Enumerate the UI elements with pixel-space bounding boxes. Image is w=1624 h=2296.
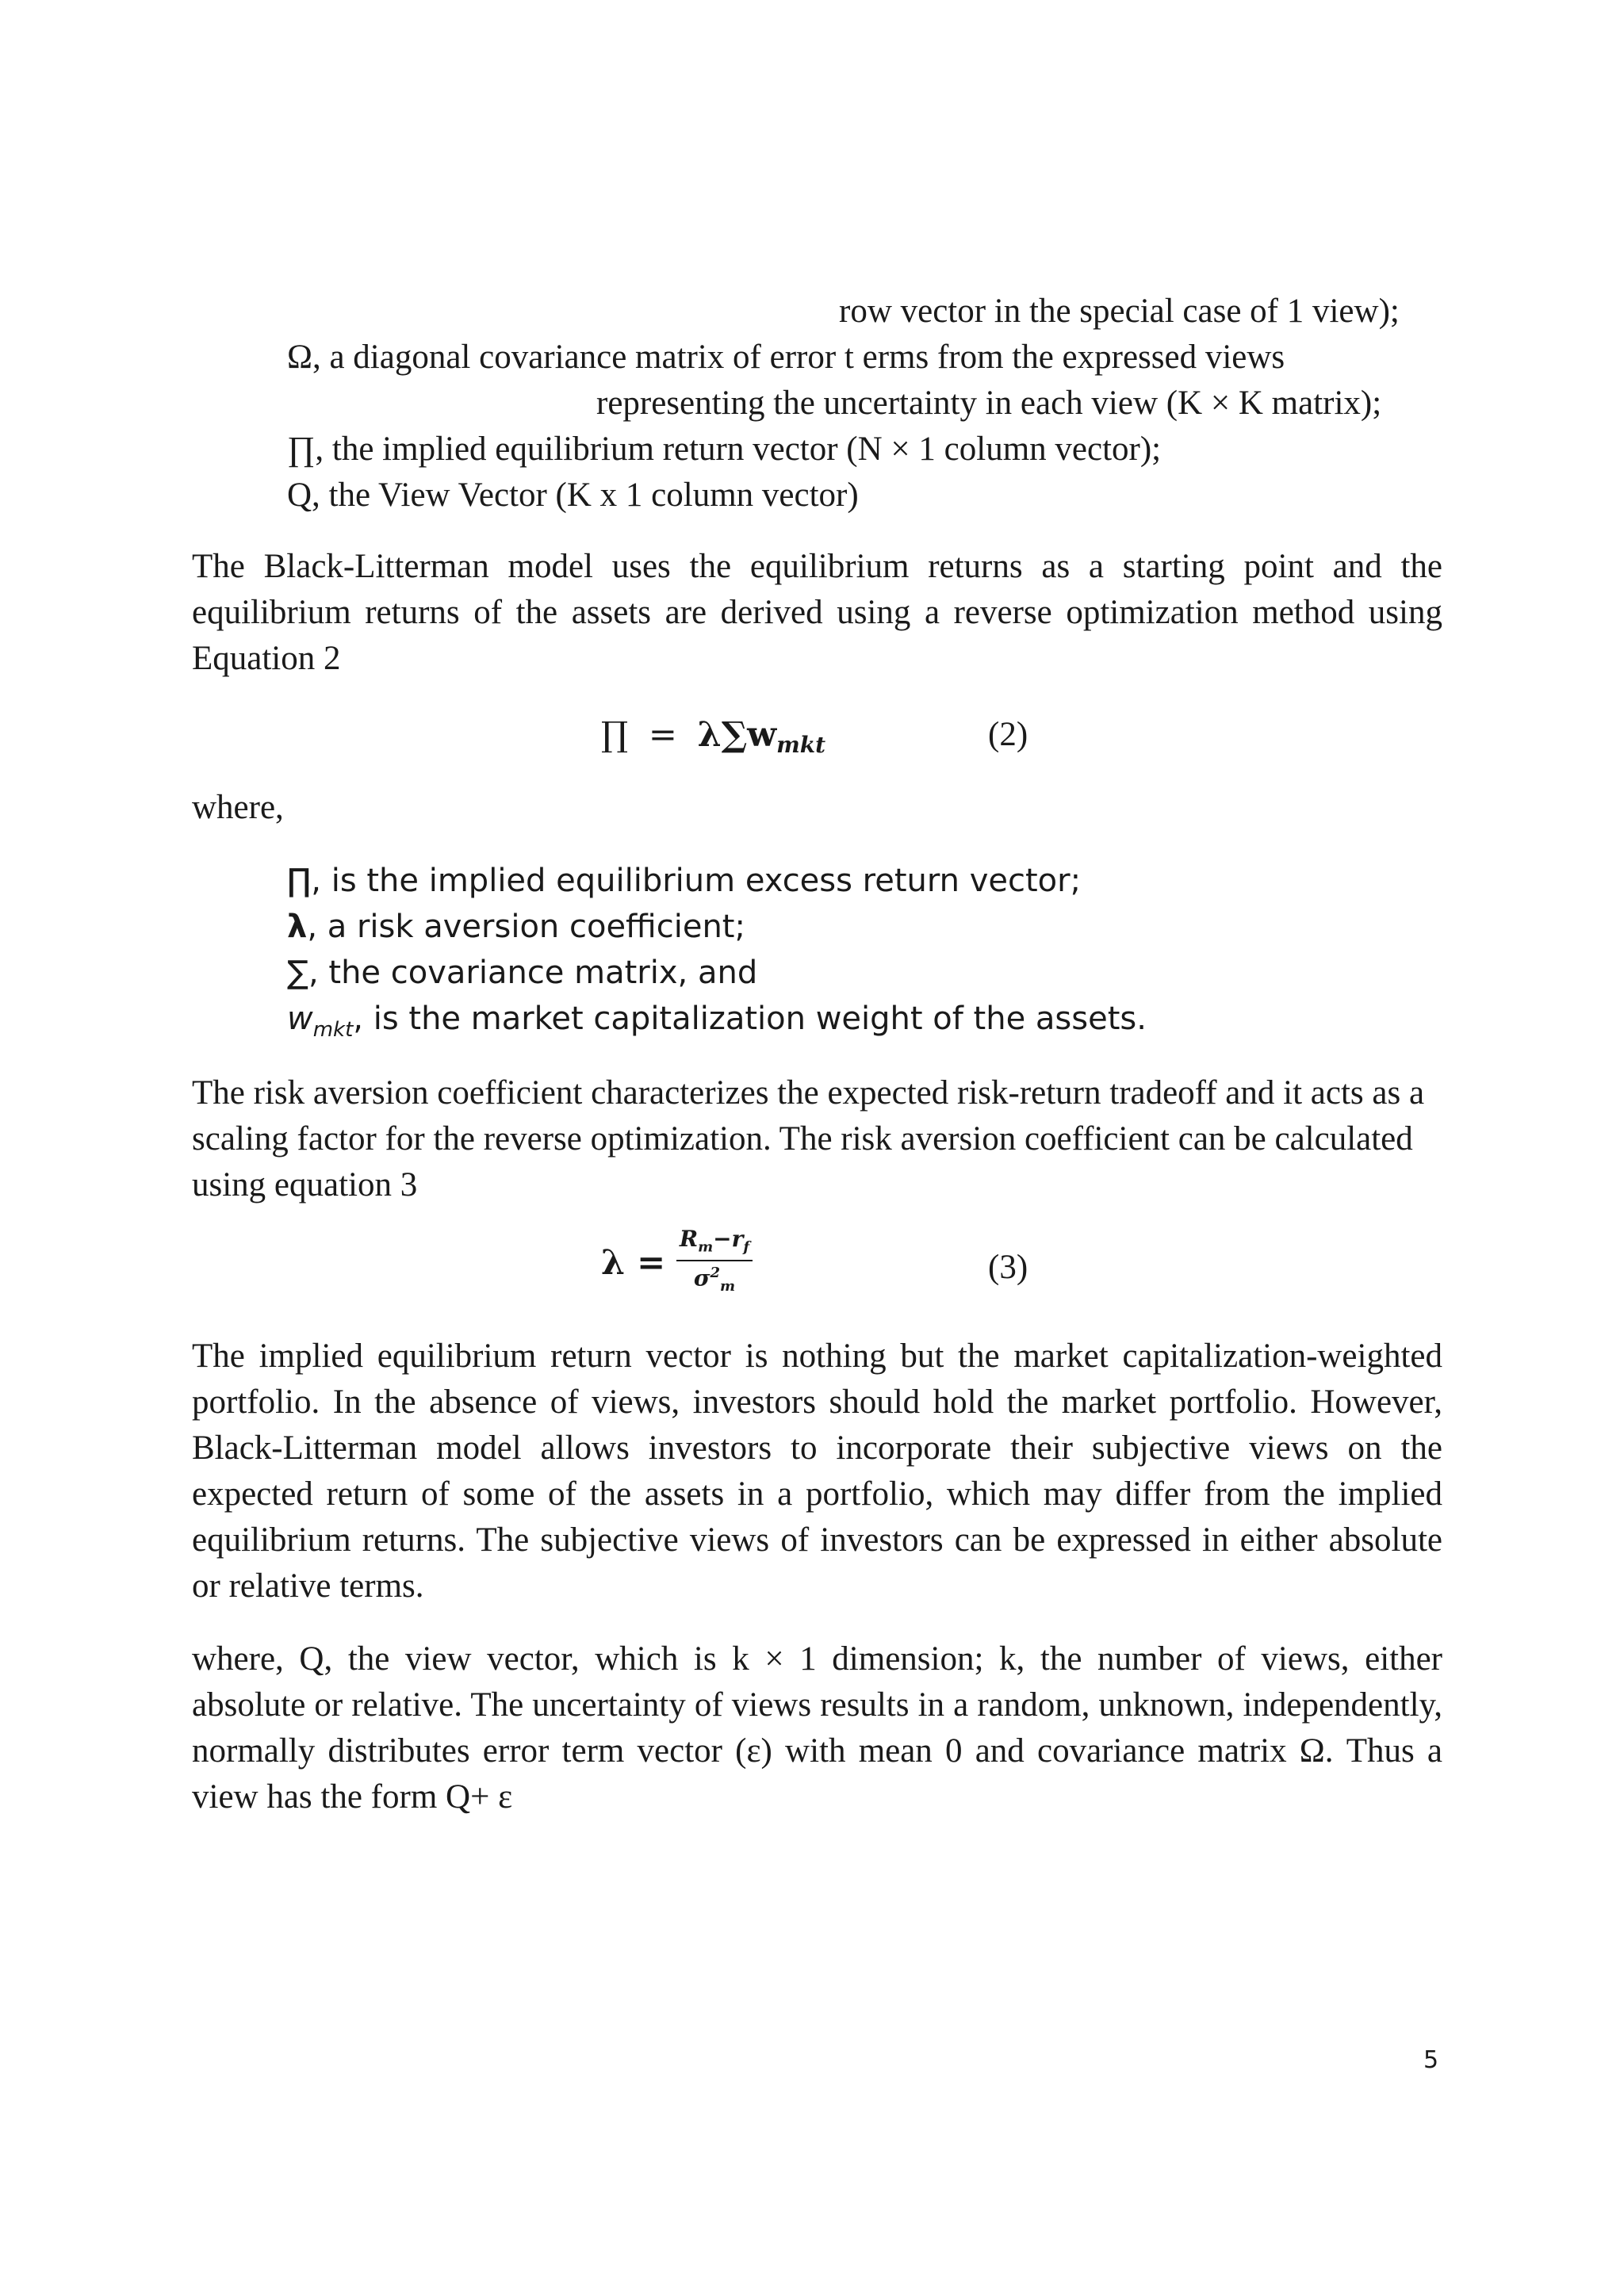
equation-3-denominator (676, 1260, 753, 1299)
equation-2-equals: = (648, 715, 677, 755)
denominator-sigma: σ (693, 1264, 710, 1291)
numerator-minus-r: −r (713, 1226, 744, 1252)
equation-3-number: (3) (988, 1249, 1028, 1286)
equation-2-rhs: λ∑w (697, 715, 777, 755)
page-number: 5 (1423, 2046, 1439, 2074)
definition-omega: Ω, a diagonal covariance matrix of error t erms from the expressed views (287, 339, 1285, 376)
equation-2-rhs-subscript: mkt (776, 732, 826, 758)
denominator-sub: m (720, 1277, 736, 1295)
definition-omega-continued: representing the uncertainty in each view (K × K matrix); (596, 385, 1382, 422)
w-symbol: w (287, 1001, 313, 1037)
equation-2-number: (2) (988, 716, 1028, 753)
paragraph-view-vector: where, Q, the view vector, which is k × 1 dimension; k, the number of views, either absolute or relative. The uncertainty of views results in a random, unknown, independently, normally distributes error term vector (ε) with mean 0 and covariance matrix Ω. Thus a view has the form Q+ ε (192, 1640, 1442, 1816)
where-item-wmkt-text: , is the market capitalization weight of the assets. (353, 1001, 1147, 1037)
equation-3-lhs: λ = (601, 1242, 666, 1283)
definition-pi: ∏, the implied equilibrium return vector (N × 1 column vector); (287, 430, 1162, 468)
where-item-sigma: ∑, the covariance matrix, and (287, 955, 758, 991)
equation-3 (601, 1227, 753, 1299)
where-item-lambda-text: , a risk aversion coefficient; (307, 909, 745, 945)
definition-q: Q, the View Vector (K x 1 column vector) (287, 476, 859, 514)
equation-2 (601, 712, 825, 768)
numerator-r: R (679, 1226, 699, 1252)
numerator-r-sub: m (698, 1238, 714, 1256)
equation-2-lhs: ∏ (601, 715, 629, 755)
denominator-sup: 2 (710, 1264, 721, 1281)
definition-p-tail: row vector in the special case of 1 view); (839, 293, 1400, 330)
equation-3-numerator (676, 1227, 753, 1260)
numerator-rf-sub: f (743, 1238, 750, 1256)
where-label: where, (192, 789, 284, 826)
where-item-lambda (287, 904, 745, 950)
paragraph-risk-aversion: The risk aversion coefficient characterizes the expected risk-return tradeoff and it acts as a scaling factor for the reverse optimization. The risk aversion coefficient can be calculated using equation 3 (192, 1074, 1425, 1203)
where-item-wmkt (287, 996, 1147, 1053)
equation-3-fraction (676, 1227, 753, 1299)
paragraph-implied-equilibrium: The implied equilibrium return vector is nothing but the market capitalization-weighted portfolio. In the absence of views, investors should hold the market portfolio. However, Black-Litterman model allows investors to incorporate their subjective views on the expected return of some of the assets in a portfolio, which may differ from the implied equilibrium returns. The subjective views of investors can be expressed in either absolute or relative terms. (192, 1337, 1442, 1605)
w-subscript: mkt (312, 1018, 354, 1042)
where-item-pi: ∏, is the implied equilibrium excess return vector; (287, 863, 1082, 899)
lambda-symbol: λ (287, 909, 308, 945)
paragraph-intro: The Black-Litterman model uses the equilibrium returns as a starting point and the equilibrium returns of the assets are derived using a reverse optimization method using Equation 2 (192, 548, 1442, 677)
